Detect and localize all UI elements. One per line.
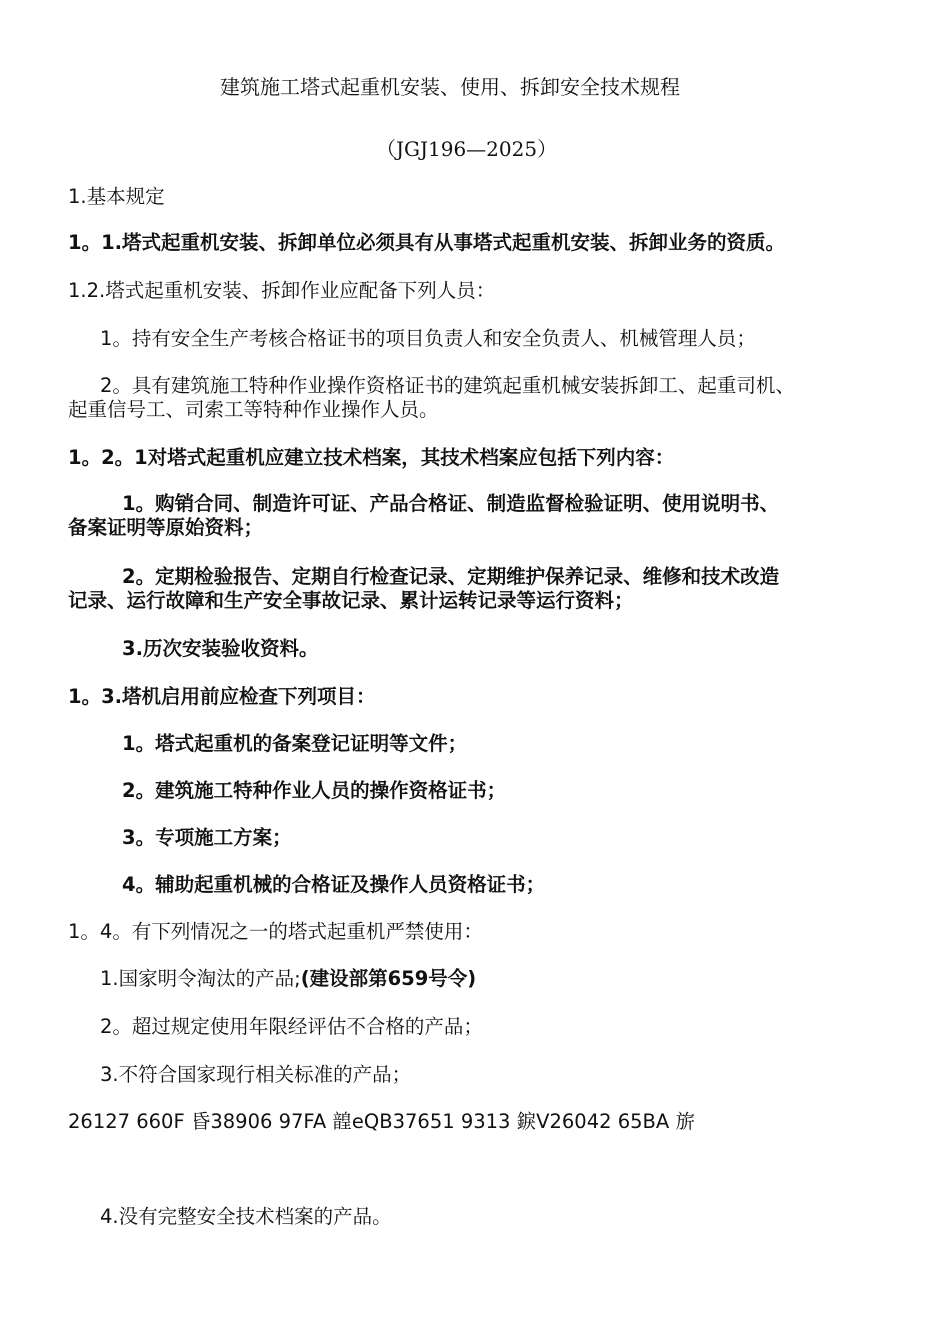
section-heading: 1.基本规定 <box>68 185 165 208</box>
list-item: 1。购销合同、制造许可证、产品合格证、制造监督检验证明、使用说明书、 <box>122 492 780 515</box>
list-item: 1。持有安全生产考核合格证书的项目负责人和安全负责人、机械管理人员； <box>100 327 756 350</box>
clause-1-1: 1。1.塔式起重机安装、拆卸单位必须具有从事塔式起重机安装、拆卸业务的资质。 <box>68 231 786 254</box>
list-item: 3.历次安装验收资料。 <box>122 637 319 660</box>
list-item-note: (建设部第659号令) <box>300 967 477 990</box>
clause-1-2: 1.2.塔式起重机安装、拆卸作业应配备下列人员： <box>68 279 496 302</box>
list-item <box>100 966 476 992</box>
list-item: 4。辅助起重机械的合格证及操作人员资格证书； <box>122 873 546 896</box>
list-item: 4.没有完整安全技术档案的产品。 <box>100 1205 392 1228</box>
list-item-continuation: 记录、运行故障和生产安全事故记录、累计运转记录等运行资料； <box>68 589 634 612</box>
list-item: 1。塔式起重机的备案登记证明等文件； <box>122 732 468 755</box>
clause-1-2-1: 1。2。1对塔式起重机应建立技术档案，其技术档案应包括下列内容： <box>68 446 675 469</box>
clause-1-3: 1。3.塔机启用前应检查下列项目： <box>68 685 376 708</box>
list-item: 2。具有建筑施工特种作业操作资格证书的建筑起重机械安装拆卸工、起重司机、 <box>100 374 795 397</box>
clause-1-4: 1。4。有下列情况之一的塔式起重机严禁使用： <box>68 920 483 943</box>
list-item: 2。定期检验报告、定期自行检查记录、定期维护保养记录、维修和技术改造 <box>122 565 780 588</box>
garbled-text-line: 26127 660F 昏38906 97FA 韹eQB37651 9313 錑V26042 65BA 旂 <box>68 1110 695 1133</box>
list-item: 3。专项施工方案； <box>122 826 292 849</box>
list-item: 2。超过规定使用年限经评估不合格的产品； <box>100 1015 483 1038</box>
standard-code: （JGJ196—2025） <box>376 137 558 161</box>
document-title: 建筑施工塔式起重机安装、使用、拆卸安全技术规程 <box>220 75 680 99</box>
list-item-continuation: 备案证明等原始资料； <box>68 516 264 539</box>
list-item-text: 1.国家明令淘汰的产品; <box>100 967 301 990</box>
list-item-continuation: 起重信号工、司索工等特种作业操作人员。 <box>68 398 439 421</box>
list-item: 3.不符合国家现行相关标准的产品； <box>100 1063 412 1086</box>
list-item: 2。建筑施工特种作业人员的操作资格证书； <box>122 779 507 802</box>
